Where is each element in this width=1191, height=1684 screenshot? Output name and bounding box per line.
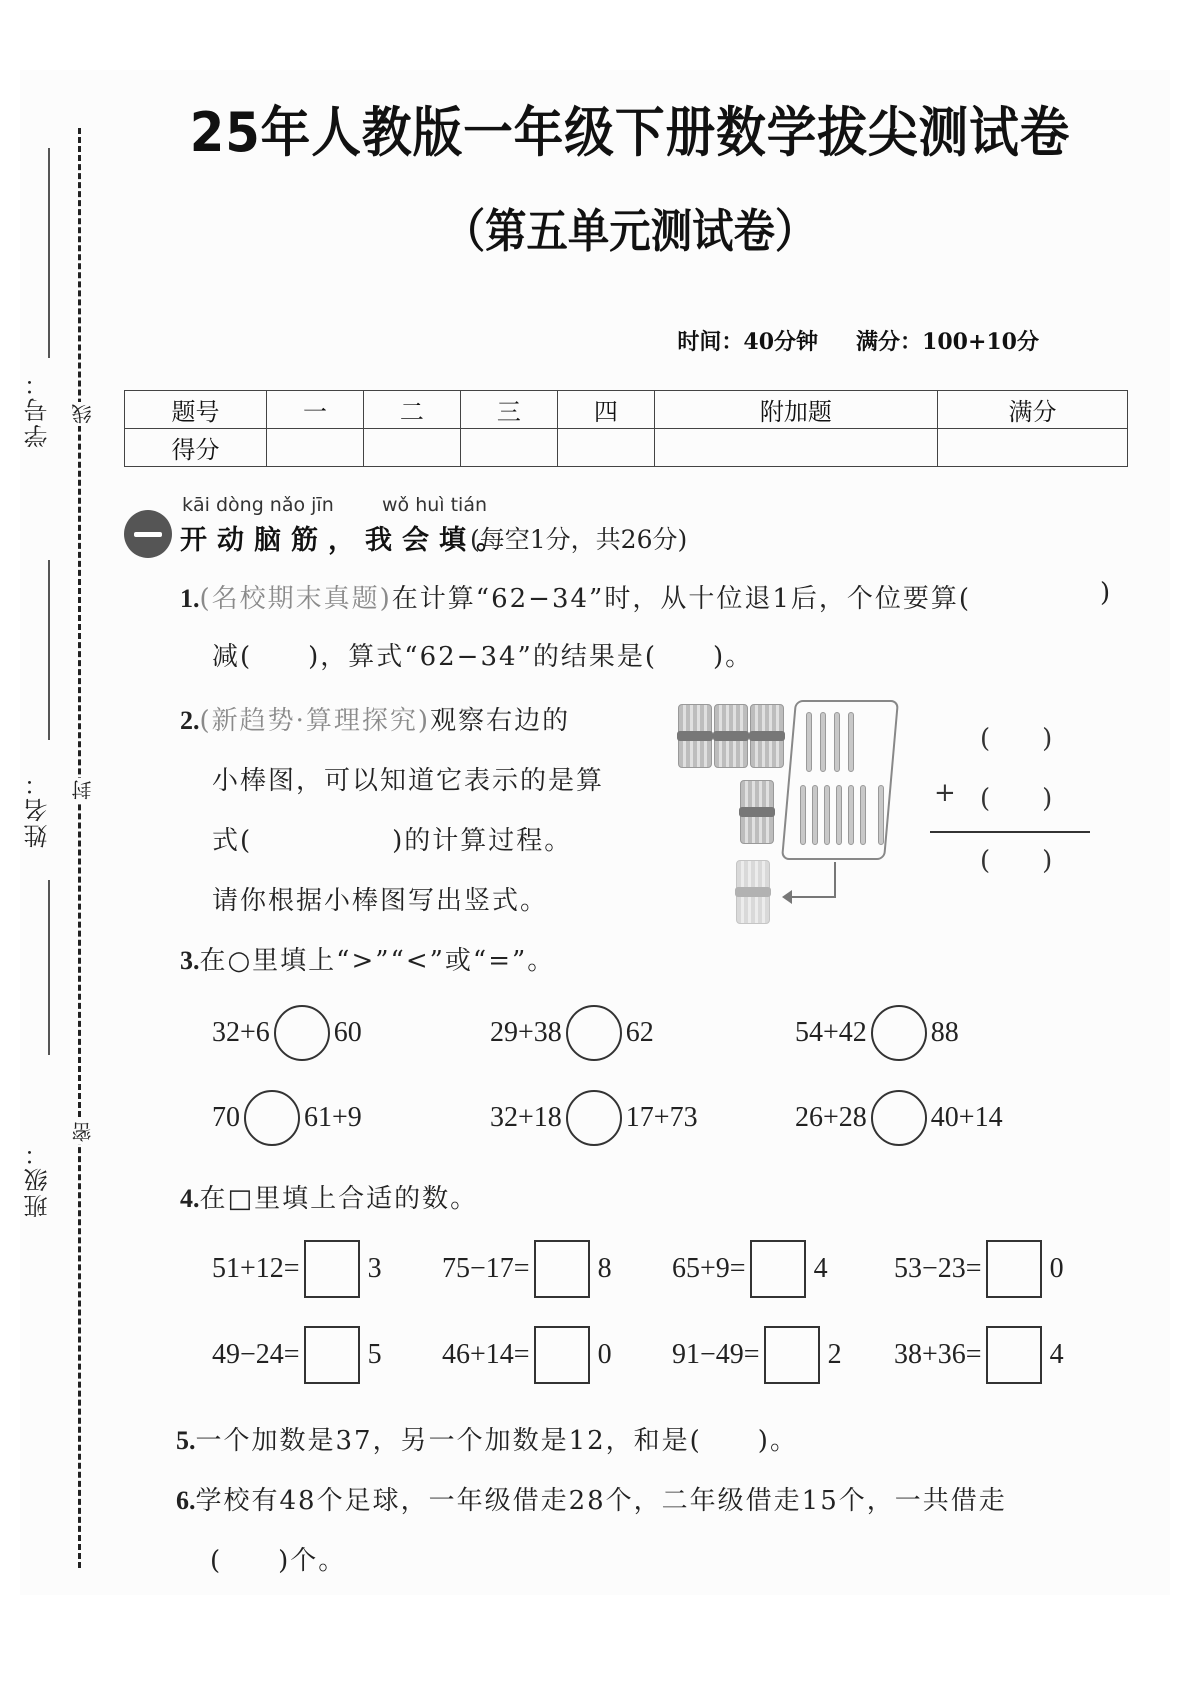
compare-right: 17+73	[625, 1102, 698, 1133]
stick-bundle-icon	[740, 780, 774, 844]
score-cell[interactable]	[937, 429, 1127, 467]
arrow-head-icon	[782, 890, 792, 904]
stick-icon	[806, 712, 812, 772]
score-cell[interactable]	[557, 429, 654, 467]
name-blank[interactable]	[48, 560, 50, 740]
section-pinyin-2: wǒ huì tián	[382, 494, 488, 516]
student-id-blank[interactable]	[48, 148, 50, 358]
fill-box-input[interactable]	[304, 1326, 360, 1384]
header-cell: 三	[460, 391, 557, 429]
fill-box-input[interactable]	[534, 1240, 590, 1298]
question-text: 学校有48个足球，一年级借走28个，二年级借走15个，一共借走	[195, 1486, 1007, 1516]
fill-box-input[interactable]	[534, 1326, 590, 1384]
question-number: 2.	[180, 706, 200, 735]
class-label: 班级：	[24, 1140, 52, 1218]
fill-item	[212, 1326, 382, 1384]
vertical-calc-addend-2[interactable]: ( )	[980, 784, 1053, 814]
seal-char-line: 线	[68, 402, 97, 426]
fill-expression: 51+12=	[212, 1253, 300, 1284]
score-table-header-row	[125, 391, 1128, 429]
question-2-line-3[interactable]: 式( )的计算过程。	[212, 826, 573, 856]
fill-box-input[interactable]	[986, 1240, 1042, 1298]
stick-bundle-icon	[714, 704, 748, 768]
fill-expression: 53−23=	[894, 1253, 982, 1284]
question-text: 观察右边的	[430, 706, 571, 736]
question-text: 一个加数是37，另一个加数是12，和是( )。	[195, 1426, 798, 1456]
score-cell[interactable]	[460, 429, 557, 467]
stick-icon	[836, 785, 842, 845]
fill-expression: 46+14=	[442, 1339, 530, 1370]
compare-circle-input[interactable]	[566, 1005, 622, 1061]
fill-digit: 8	[597, 1253, 612, 1284]
stick-icon	[824, 785, 830, 845]
question-number: 5.	[176, 1426, 196, 1455]
fill-box-input[interactable]	[750, 1240, 806, 1298]
row-label: 得分	[125, 429, 267, 467]
question-6-line-2[interactable]: ( )个。	[210, 1546, 347, 1576]
compare-right: 62	[625, 1017, 654, 1048]
seal-char-secret: 密	[68, 1120, 97, 1144]
compare-circle-input[interactable]	[274, 1005, 330, 1061]
question-1-line-1	[180, 578, 971, 615]
question-number: 4.	[180, 1184, 200, 1213]
question-number: 3.	[180, 946, 200, 975]
vertical-calc-result[interactable]: ( )	[980, 846, 1053, 876]
fill-item	[442, 1326, 612, 1384]
compare-left: 32+18	[490, 1102, 562, 1133]
compare-left: 70	[212, 1102, 240, 1133]
score-cell[interactable]	[267, 429, 364, 467]
name-label: 姓名：	[24, 770, 52, 848]
fill-item	[894, 1240, 1064, 1298]
section-title: 开动脑筋，我会填。	[180, 525, 513, 556]
compare-circle-input[interactable]	[871, 1090, 927, 1146]
fill-expression: 91−49=	[672, 1339, 760, 1370]
fill-box-input[interactable]	[986, 1326, 1042, 1384]
fill-digit: 4	[1049, 1339, 1064, 1370]
stick-icon	[848, 785, 854, 845]
question-6-line-1	[176, 1480, 1007, 1517]
stick-icon	[834, 712, 840, 772]
exam-subtitle: （第五单元测试卷）	[443, 204, 817, 258]
fill-item	[442, 1240, 612, 1298]
score-table	[124, 390, 1128, 467]
fill-item	[672, 1326, 842, 1384]
compare-right: 40+14	[930, 1102, 1003, 1133]
fill-digit: 0	[1049, 1253, 1064, 1284]
fill-digit: 0	[597, 1339, 612, 1370]
compare-item	[212, 1090, 362, 1146]
compare-right: 88	[930, 1017, 959, 1048]
score-table-score-row	[125, 429, 1128, 467]
compare-item	[490, 1090, 698, 1146]
class-blank[interactable]	[48, 880, 50, 1055]
question-text: 在○里填上“>”“<”或“=”。	[199, 946, 556, 976]
fill-expression: 38+36=	[894, 1339, 982, 1370]
compare-right: 60	[333, 1017, 362, 1048]
question-number: 1.	[180, 584, 200, 613]
student-id-label: 学号：	[24, 370, 52, 448]
fill-item	[212, 1240, 382, 1298]
compare-item	[490, 1005, 654, 1061]
header-cell: 一	[267, 391, 364, 429]
header-cell: 满分	[937, 391, 1127, 429]
compare-left: 29+38	[490, 1017, 562, 1048]
stick-bundle-icon	[750, 704, 784, 768]
fill-box-input[interactable]	[764, 1326, 820, 1384]
question-text: 在计算“62−34”时，从十位退1后，个位要算(	[391, 584, 972, 614]
fill-item	[672, 1240, 828, 1298]
binding-dashed-line	[78, 128, 81, 1568]
exam-meta	[677, 325, 1039, 356]
compare-circle-input[interactable]	[871, 1005, 927, 1061]
score-cell[interactable]	[654, 429, 937, 467]
stick-icon	[878, 785, 884, 845]
question-1-answer-close[interactable]: )	[1100, 578, 1113, 608]
carried-bundle-icon	[736, 860, 770, 924]
arrow-icon	[834, 862, 836, 898]
question-tag: (新趋势·算理探究)	[199, 706, 431, 736]
full-score: 满分：100+10分	[856, 329, 1039, 355]
compare-left: 26+28	[795, 1102, 867, 1133]
question-2-line-4: 请你根据小棒图写出竖式。	[212, 886, 549, 916]
fill-box-input[interactable]	[304, 1240, 360, 1298]
stick-bundle-icon	[678, 704, 712, 768]
section-pinyin-1: kāi dòng nǎo jīn	[182, 494, 334, 516]
page-bottom-margin	[0, 1595, 1191, 1684]
fill-expression: 49−24=	[212, 1339, 300, 1370]
arrow-icon	[790, 896, 836, 898]
fill-expression: 75−17=	[442, 1253, 530, 1284]
question-number: 6.	[176, 1486, 196, 1515]
compare-right: 61+9	[304, 1102, 362, 1133]
section-number-badge	[124, 510, 172, 558]
fill-digit: 3	[367, 1253, 382, 1284]
fill-item	[894, 1326, 1064, 1384]
question-text: 在□里填上合适的数。	[199, 1184, 479, 1214]
compare-item	[212, 1005, 362, 1061]
vertical-calc-operator: +	[934, 778, 956, 808]
question-5[interactable]	[176, 1420, 798, 1457]
question-tag: (名校期末真题)	[199, 584, 392, 614]
header-cell: 二	[363, 391, 460, 429]
fill-digit: 2	[827, 1339, 842, 1370]
exam-title: 25年人教版一年级下册数学拔尖测试卷	[189, 101, 1071, 164]
header-cell: 附加题	[654, 391, 937, 429]
stick-icon	[820, 712, 826, 772]
vertical-calc-addend-1[interactable]: ( )	[980, 724, 1053, 754]
header-cell: 四	[557, 391, 654, 429]
compare-left: 32+6	[212, 1017, 270, 1048]
compare-item	[795, 1090, 1003, 1146]
section-score-note: (每空1分，共26分)	[470, 525, 688, 554]
stick-icon	[800, 785, 806, 845]
time-limit: 时间：40分钟	[677, 329, 819, 355]
question-3-prompt	[180, 940, 555, 977]
compare-item	[795, 1005, 959, 1061]
question-2-line-2: 小棒图，可以知道它表示的是算	[212, 766, 605, 796]
compare-left: 54+42	[795, 1017, 867, 1048]
stick-icon	[848, 712, 854, 772]
fill-expression: 65+9=	[672, 1253, 746, 1284]
compare-circle-input[interactable]	[566, 1090, 622, 1146]
stick-icon	[860, 785, 866, 845]
score-cell[interactable]	[363, 429, 460, 467]
stick-icon	[812, 785, 818, 845]
compare-circle-input[interactable]	[244, 1090, 300, 1146]
seal-char-seal: 封	[68, 778, 97, 802]
vertical-calc-rule	[930, 831, 1090, 833]
fill-digit: 4	[813, 1253, 828, 1284]
header-cell: 题号	[125, 391, 267, 429]
fill-digit: 5	[367, 1339, 382, 1370]
question-1-line-2[interactable]: 减( )，算式“62−34”的结果是( )。	[212, 642, 754, 672]
question-2-line-1	[180, 700, 570, 737]
question-4-prompt	[180, 1178, 478, 1215]
